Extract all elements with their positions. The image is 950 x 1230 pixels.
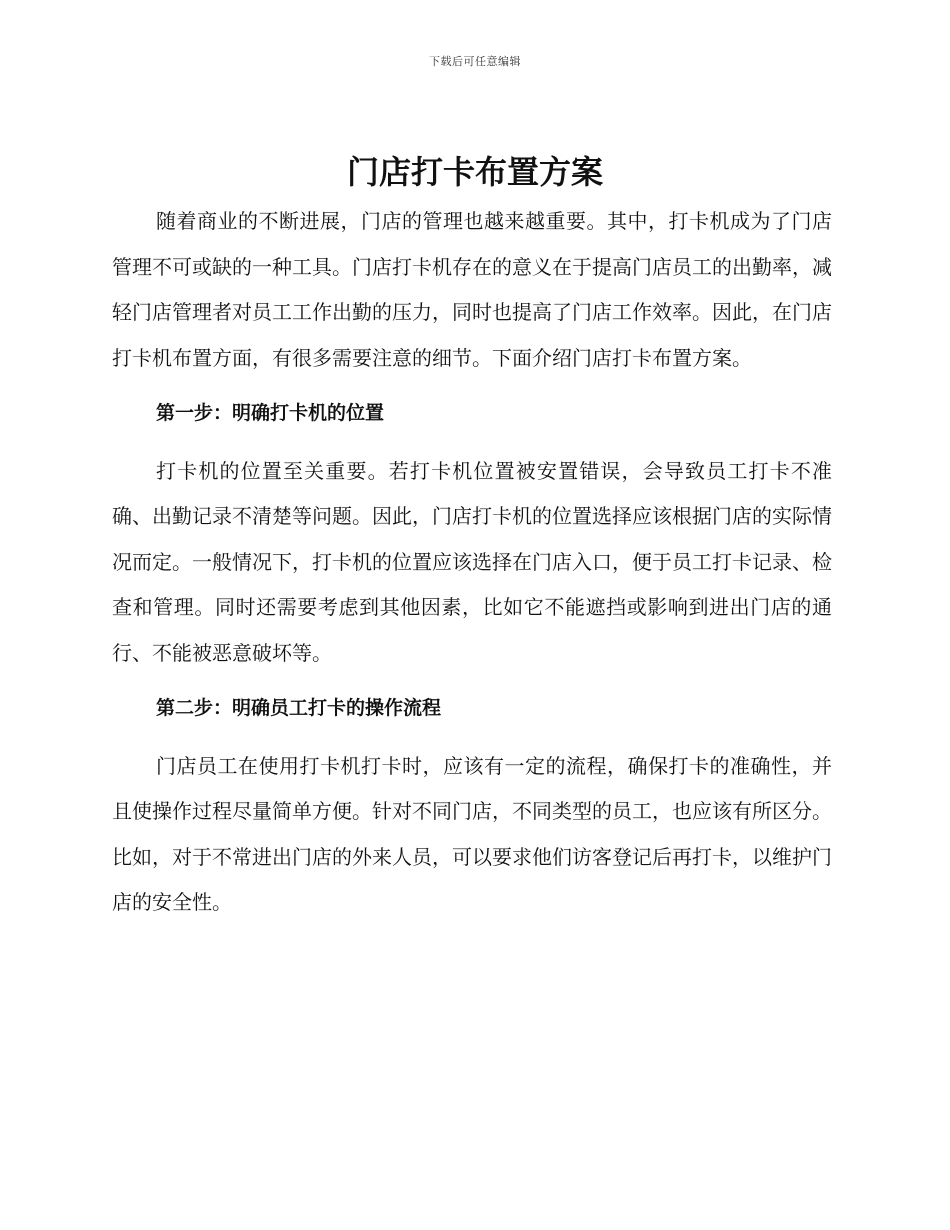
document-title: 门店打卡布置方案: [346, 153, 603, 191]
section-2-heading: 第二步：明确员工打卡的操作流程: [156, 697, 442, 719]
document-body: [112, 199, 832, 926]
section-1-heading: 第一步：明确打卡机的位置: [156, 402, 385, 424]
section-2-paragraph: 门店员工在使用打卡机打卡时，应该有一定的流程，确保打卡的准确性，并且使操作过程尽量简单方便。针对不同门店，不同类型的员工，也应该有所区分。比如，对于不常进出门店的外来人员，可以要求他们访客登记后再打卡，以维护门店的安全性。: [112, 753, 832, 914]
intro-paragraph: 随着商业的不断进展，门店的管理也越来越重要。其中，打卡机成为了门店管理不可或缺的一种工具。门店打卡机存在的意义在于提高门店员工的出勤率，减轻门店管理者对员工工作出勤的压力，同时也提高了门店工作效率。因此，在门店打卡机布置方面，有很多需要注意的细节。下面介绍门店打卡布置方案。: [112, 209, 832, 370]
page-header: 下载后可任意编辑: [429, 55, 521, 68]
section-1-paragraph: 打卡机的位置至关重要。若打卡机位置被安置错误，会导致员工打卡不准确、出勤记录不清楚等问题。因此，门店打卡机的位置选择应该根据门店的实际情况而定。一般情况下，打卡机的位置应该选择在门店入口，便于员工打卡记录、检查和管理。同时还需要考虑到其他因素，比如它不能遮挡或影响到进出门店的通行、不能被恶意破坏等。: [112, 458, 832, 665]
